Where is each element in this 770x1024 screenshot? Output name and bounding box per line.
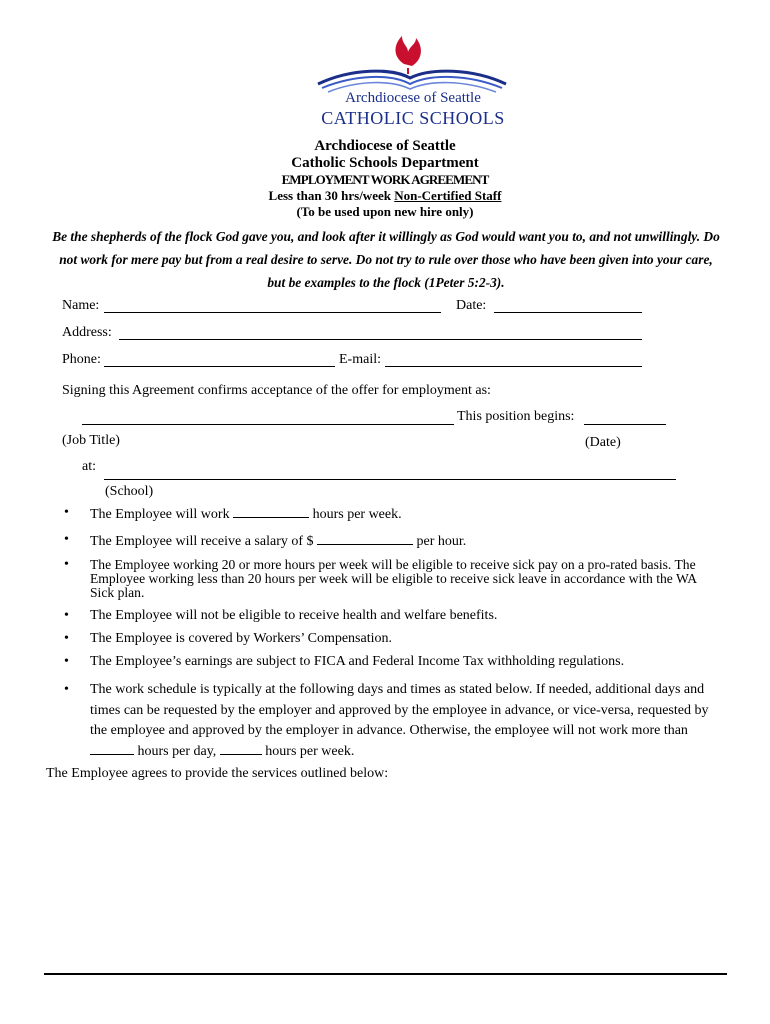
- bottom-divider: [44, 973, 727, 975]
- address-field[interactable]: [119, 339, 642, 340]
- phone-field[interactable]: [104, 366, 335, 367]
- email-field[interactable]: [385, 366, 642, 367]
- list-item: • The Employee will work hours per week.: [62, 505, 712, 532]
- start-date-field[interactable]: [584, 424, 666, 425]
- job-title-caption: (Job Title): [62, 433, 120, 448]
- date-label: Date:: [456, 298, 487, 313]
- header-line-1: Archdiocese of Seattle: [314, 138, 456, 154]
- document-title: EMPLOYMENT WORK AGREEMENT: [281, 172, 489, 187]
- list-item: • The Employee will not be eligible to receive health and welfare benefits.: [62, 608, 712, 631]
- terms-list: [62, 505, 712, 762]
- position-begins-label: This position begins:: [457, 409, 575, 424]
- list-item: • The Employee’s earnings are subject to FICA and Federal Income Tax withholding regulations.: [62, 654, 712, 680]
- archdiocese-logo: [312, 34, 512, 134]
- services-intro: The Employee agrees to provide the services outlined below:: [46, 766, 389, 781]
- header-line-2: Catholic Schools Department: [291, 155, 479, 171]
- agreement-intro: Signing this Agreement confirms acceptance of the offer for employment as:: [62, 383, 491, 398]
- email-label: E-mail:: [339, 352, 381, 367]
- date-caption: (Date): [585, 435, 621, 450]
- header-line-5: (To be used upon new hire only): [296, 204, 474, 219]
- scripture-quote: Be the shepherds of the flock God gave you, and look after it willingly as God would want you to, and not unwillingly. Do not work for mere pay but from a real desire to serve. Do not try to rule over those who have been given into your care, but be examples to the flock (1Peter 5:2-3).: [52, 229, 720, 290]
- school-caption: (School): [105, 484, 154, 499]
- school-field[interactable]: [104, 479, 676, 480]
- phone-label: Phone:: [62, 352, 101, 367]
- flame-book-icon: [312, 34, 512, 96]
- hours-qualifier: Less than 30 hrs/week: [268, 188, 395, 203]
- logo-schools-text: CATHOLIC SCHOOLS: [321, 108, 505, 128]
- max-hours-per-day-field[interactable]: [90, 742, 134, 755]
- name-field[interactable]: [104, 312, 441, 313]
- max-hours-per-week-field[interactable]: [220, 742, 262, 755]
- name-label: Name:: [62, 298, 100, 313]
- staff-type: Non-Certified Staff: [394, 188, 502, 203]
- header-line-4: [0, 188, 770, 204]
- list-item: • The Employee will receive a salary of $ per hour.: [62, 532, 712, 558]
- logo-org-text: Archdiocese of Seattle: [345, 90, 481, 106]
- salary-field[interactable]: [317, 532, 413, 545]
- job-title-field[interactable]: [82, 424, 454, 425]
- list-item: • The Employee is covered by Workers’ Compensation.: [62, 631, 712, 654]
- at-label: at:: [82, 459, 96, 474]
- hours-per-week-field[interactable]: [233, 505, 309, 518]
- date-field[interactable]: [494, 312, 642, 313]
- list-item: • The Employee working 20 or more hours per week will be eligible to receive sick pay on a pro-rated basis. The Employee working less than 20 hours per week will be eligible to receive sick leave in accordance with the WA Sick plan.: [62, 558, 712, 608]
- address-label: Address:: [62, 325, 112, 340]
- list-item: • The work schedule is typically at the following days and times as stated below. If needed, additional days and times can be requested by the employer and approved by the employee in advance, or vice-versa, requested by the employee and approved by the employer in advance. Otherwise, the employee will not work more than hours per day, hours per week.: [62, 680, 712, 762]
